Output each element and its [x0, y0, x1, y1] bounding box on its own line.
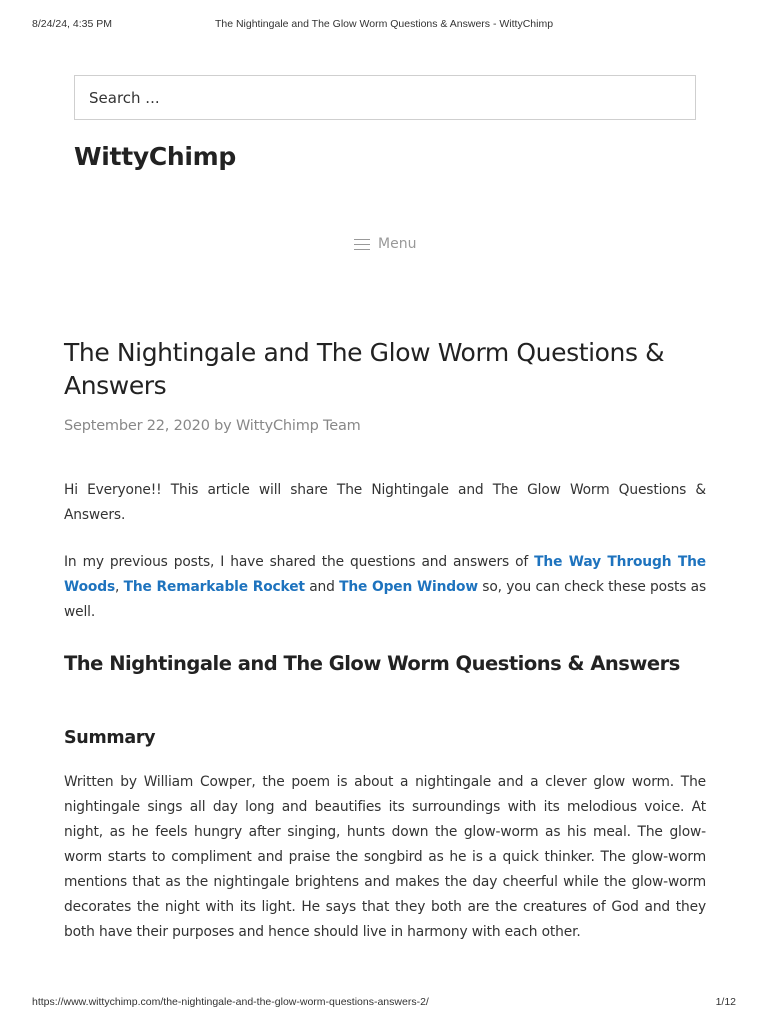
summary-paragraph: Written by William Cowper, the poem is about a nightingale and a clever glow worm. The nightingale sings all day long and beautifies its surroundings with its melodious voice. At night, as he feels hungry after singing, hunts down the glow-worm as his meal. The glow-worm starts to compliment and praise the songbird as he is a quick thinker. The glow-worm mentions that as the nightingale brightens and makes the day cheerful while the glow-worm decorates the night with its light. He says that they both are the creatures of God and they both have their purposes and hence should live in harmony with each other.	[64, 774, 706, 940]
previous-posts-paragraph	[64, 550, 706, 625]
print-footer	[0, 996, 768, 1010]
post-date[interactable]: September 22, 2020	[64, 418, 210, 434]
post-title: The Nightingale and The Glow Worm Questions & Answers	[64, 338, 665, 400]
prev-posts-sep-1: ,	[115, 579, 124, 595]
search-input[interactable]	[75, 76, 695, 119]
post-meta	[64, 418, 361, 434]
post-by: by	[214, 418, 232, 434]
post-author[interactable]: WittyChimp Team	[235, 418, 361, 434]
search-box[interactable]	[74, 75, 696, 120]
link-the-remarkable-rocket[interactable]: The Remarkable Rocket	[123, 579, 305, 595]
hamburger-icon	[354, 239, 370, 250]
print-page-count: 1/12	[715, 996, 736, 1008]
link-the-open-window[interactable]: The Open Window	[339, 579, 478, 595]
prev-posts-text-before: In my previous posts, I have shared the questions and answers of	[64, 554, 535, 570]
menu-button[interactable]	[354, 234, 416, 254]
site-title[interactable]: WittyChimp	[74, 142, 237, 171]
prev-posts-text-after: so, you can check these posts as well.	[64, 579, 706, 620]
summary-heading: Summary	[64, 728, 156, 748]
print-page-title: The Nightingale and The Glow Worm Questions & Answers - WittyChimp	[214, 18, 554, 30]
link-the-way-through-the-woods[interactable]: The Way Through The Woods	[64, 554, 706, 595]
intro-paragraph: Hi Everyone!! This article will share The Nightingale and The Glow Worm Questions & Answers.	[64, 482, 706, 523]
prev-posts-sep-2: and	[304, 579, 340, 595]
print-url: https://www.wittychimp.com/the-nightingale-and-the-glow-worm-questions-answers-2/	[32, 996, 429, 1008]
print-datetime: 8/24/24, 4:35 PM	[32, 18, 112, 30]
section-heading: The Nightingale and The Glow Worm Questions & Answers	[64, 652, 680, 675]
menu-label: Menu	[378, 236, 417, 252]
print-header	[0, 18, 768, 32]
